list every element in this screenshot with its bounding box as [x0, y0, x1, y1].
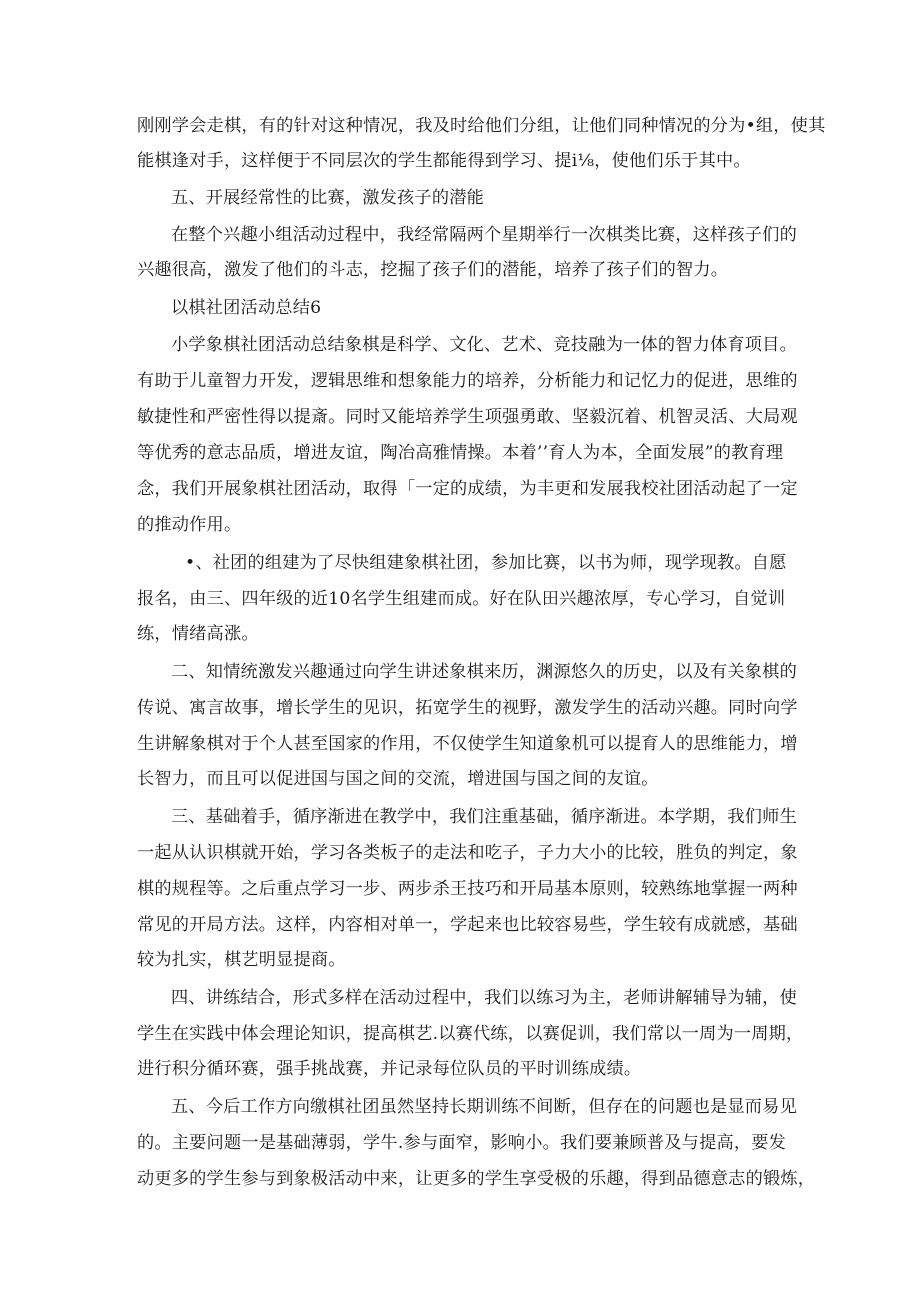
text-line: 练，情绪高涨。: [137, 624, 259, 644]
text-line: 长智力，而且可以促进国与国之间的交流，增进国与国之间的友谊。: [137, 769, 659, 789]
text-line: •、社团的组建为了尽快组建象棋社团，参加比赛，以书为师，现学现教。自愿: [185, 553, 787, 573]
section-heading: 以棋社团活动总结6: [171, 298, 322, 318]
text-line: 二、知情统激发兴趣通过向学生讲述象棋来历，渊源悠久的历史，以及有关象棋的: [171, 662, 797, 682]
text-line: 能棋逢对手，这样便于不同层次的学生都能得到学习、提i⅛，使他们乐于其中。: [137, 151, 751, 171]
text-line: 的推动作用。: [137, 515, 242, 535]
text-line: 报名，由三、四年级的近10名学生组建而成。好在队田兴趣浓厚，专心学习，自觉训: [137, 589, 786, 609]
text-line: 较为扎实，棋艺明显提商。: [137, 950, 346, 970]
text-line: 学生在实践中体会理论知识，提高棋艺.以赛代练，以赛促训，我们常以一周为一周期，: [137, 1024, 804, 1044]
text-line: 三、基础着手，循序渐进在教学中，我们注重基础，循序渐进。本学期，我们师生: [171, 807, 797, 827]
text-line: 在整个兴趣小组活动过程中，我经常隔两个星期举行一次棋类比赛，这样孩子们的: [171, 225, 797, 245]
text-line: 兴趣很高，激发了他们的斗志，挖掘了孩子们的潜能，培养了孩子们的智力。: [137, 260, 729, 280]
text-line: 小学象棋社团活动总结象棋是科学、文化、艺术、竞技融为一体的智力体育项目。: [171, 335, 797, 355]
text-line: 等优秀的意志品质，增进友谊，陶冶高雅情操。本着’’育人为本，全面发展”的教育理: [137, 443, 784, 463]
text-line: 的。主要问题一是基础薄弱，学牛.参与面窄，影响小。我们要兼顾普及与提高，要发: [137, 1133, 787, 1153]
text-line: 刚刚学会走棋，有的针对这种情况，我及时给他们分组，让他们同种情况的分为•组，使其: [137, 116, 826, 136]
text-line: 生讲解象棋对于个人甚至国家的作用，不仅使学生知道象机可以提育人的思维能力，增: [137, 734, 798, 754]
text-line: 进行积分循环赛，强手挑战赛，并记录每位队员的平时训练成绩。: [137, 1059, 642, 1079]
text-line: 常见的开局方法。这样，内容相对单一，学起来也比较容易些，学生较有成就感，基础: [137, 915, 798, 935]
text-line: 一起从认识棋就开始，学习各类板子的走法和吃子，子力大小的比较，胜负的判定，象: [137, 843, 798, 863]
text-line: 敏捷性和严密性得以提斎。同时又能培养学生项强勇敢、坚毅沉着、机智灵活、大局观: [137, 407, 798, 427]
text-line: 四、讲练结合，形式多样在活动过程中，我们以练习为主，老师讲解辅导为辅，使: [171, 988, 797, 1008]
text-line: 五、今后工作方向缴棋社团虽然坚持长期训练不间断，但存在的问题也是显而易见: [171, 1097, 797, 1117]
text-line: 有助于儿童智力开发，逻辑思维和想象能力的培养，分析能力和记忆力的促进，思维的: [137, 371, 798, 391]
section-heading: 五、开展经常性的比赛，激发孩子的潜能: [171, 188, 484, 208]
text-line: 念，我们开展象棋社团活动，取得「一定的成绩，为丰更和发展我校社团活动起了一定: [137, 479, 798, 499]
text-line: 传说、寓言故事，增长学生的见识，拓宽学生的视野，激发学生的活动兴趣。同时向学: [137, 698, 798, 718]
text-line: 动更多的学生参与到象极活动中来，让更多的学生享受极的乐趣，得到品德意志的锻炼，: [137, 1169, 816, 1189]
text-line: 棋的规程等。之后重点学习一步、两步杀王技巧和开局基本原则，较熟练地掌握一两种: [137, 879, 798, 899]
